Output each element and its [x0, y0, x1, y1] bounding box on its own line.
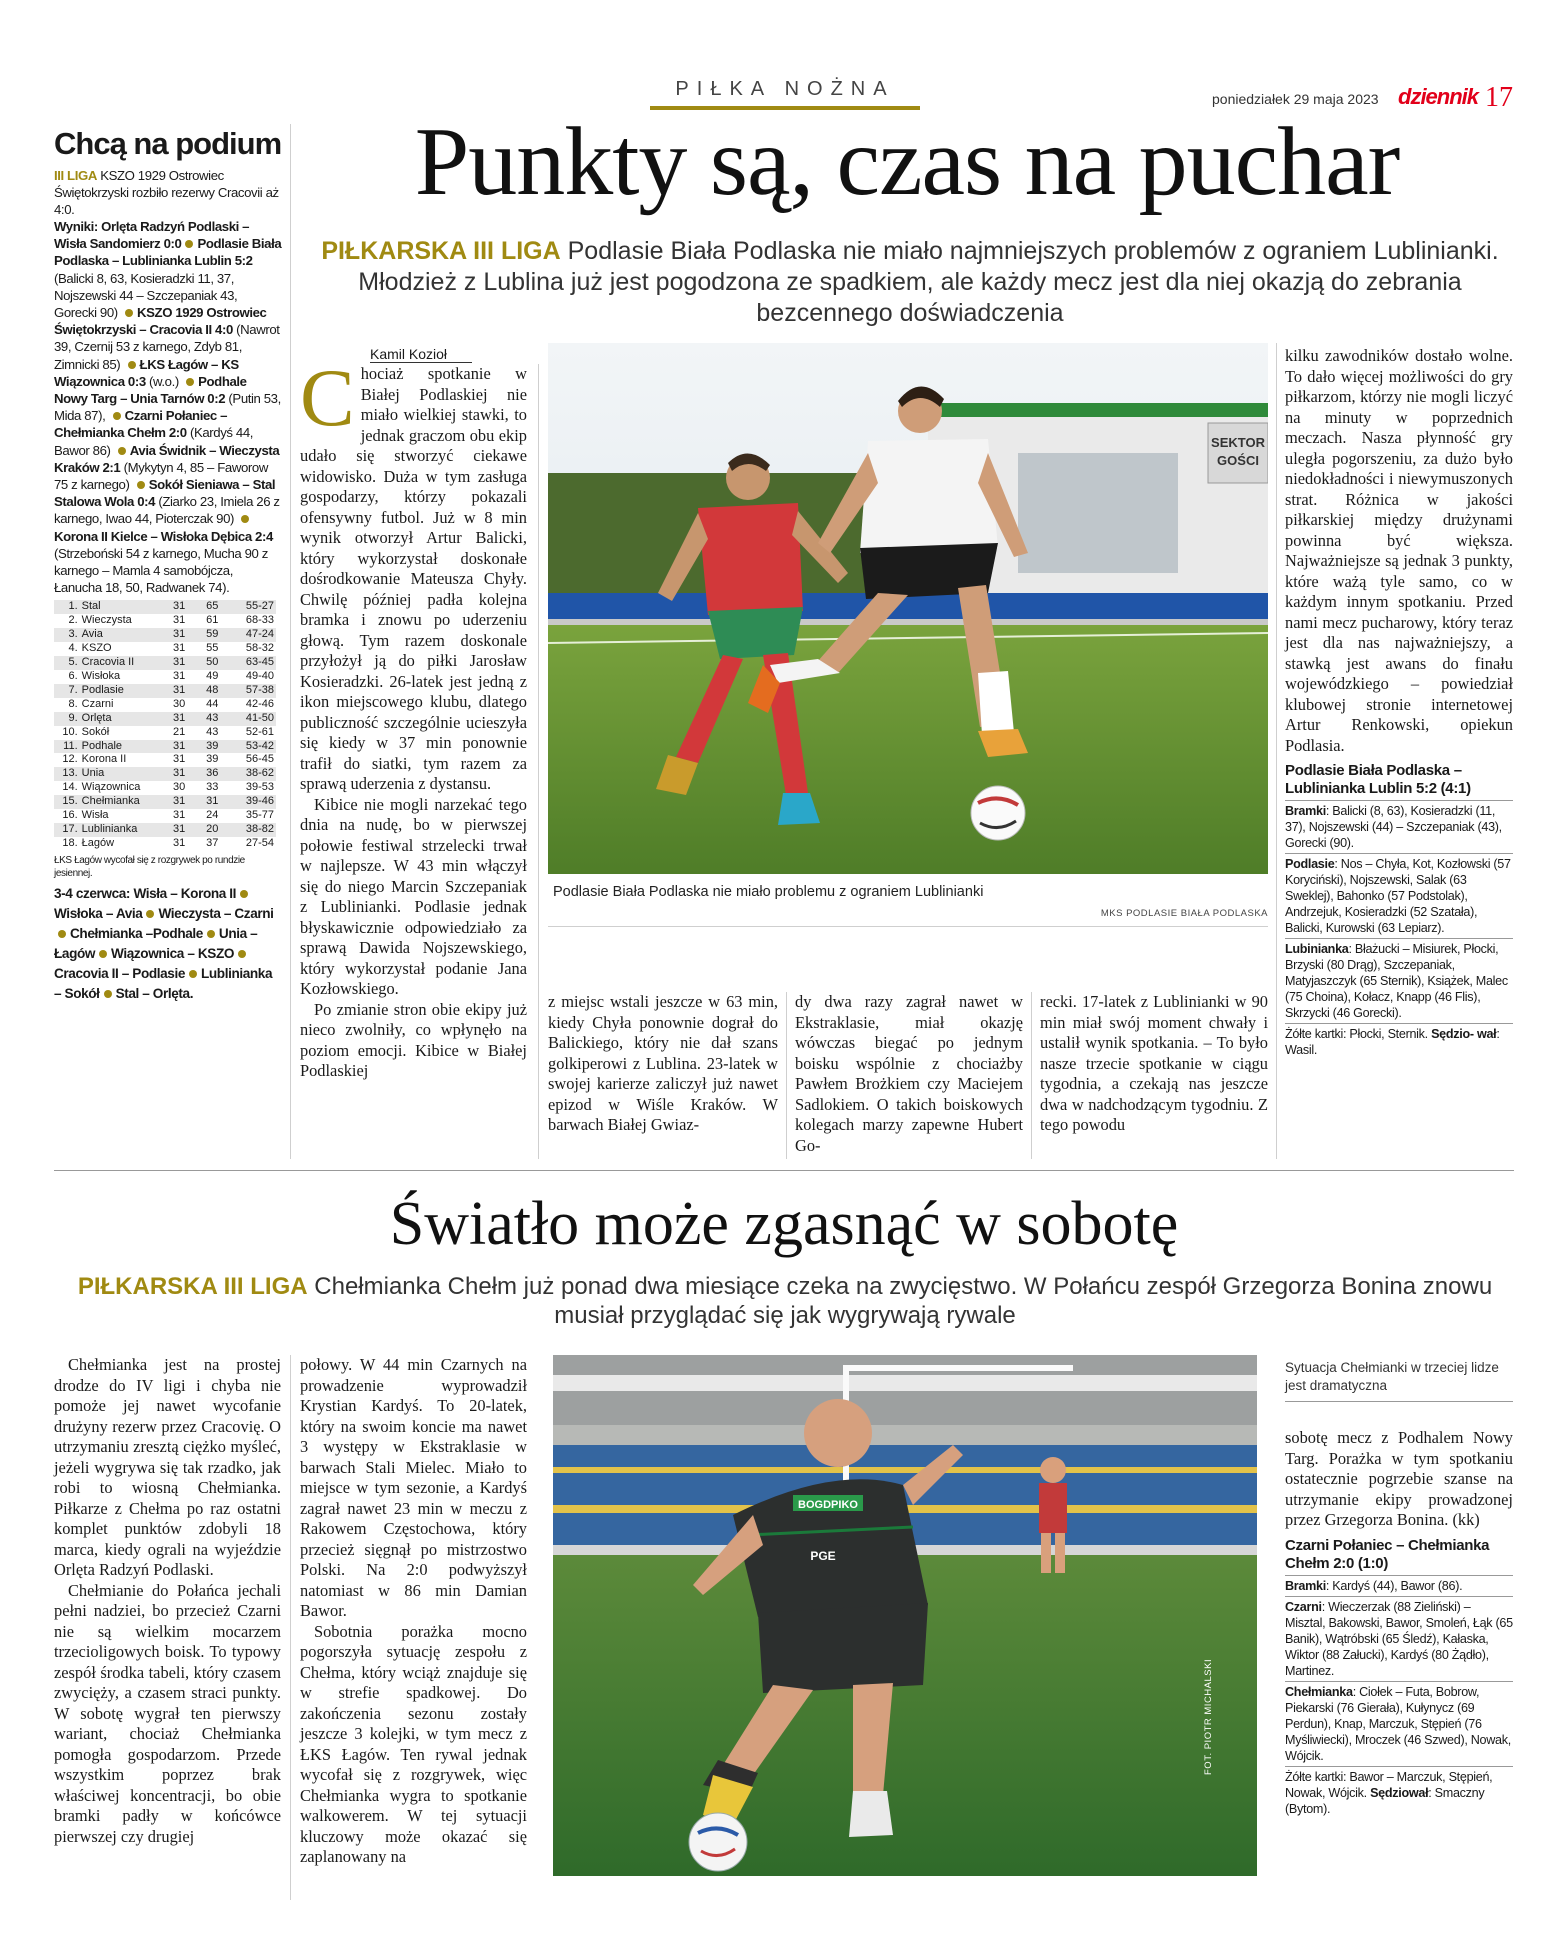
table-cell: 16. [62, 809, 78, 822]
bullet-dot [58, 930, 66, 938]
lead-text: KSZO 1929 Ostrowiec Świętokrzyski rozbiło rezerwy Cracovii aż 4:0. [54, 168, 279, 217]
table-cell: 30 [173, 697, 186, 710]
table-cell: 36 [196, 767, 229, 781]
table-cell: Wisła [81, 809, 109, 822]
match1-cards: Żółte kartki: Płocki, Sternik. Sędzio- wał: Wasil. [1285, 1023, 1513, 1058]
table-cell: 31 [163, 712, 196, 726]
league-table [54, 600, 276, 850]
match1-goals: Bramki: Balicki (8, 63), Kosieradzki (11, 37), Nojszewski (44) – Szczepaniak (43), Gorecki (90). [1285, 800, 1513, 851]
table-cell: 56-45 [245, 753, 274, 766]
article2-col3 [1285, 1428, 1513, 1817]
table-cell: 43 [206, 725, 219, 738]
bullet-dot [137, 481, 145, 489]
results-label: Wyniki: [54, 219, 98, 234]
match1-title: Podlasie Biała Podlaska – Lublinianka Lublin 5:2 (4:1) [1285, 762, 1471, 797]
table-cell: 14. [62, 781, 78, 794]
result-details: (Strzeboński 54 z karnego, Mucha 90 z karnego – Mamla 4 samobójcza, Łanucha 18, 50, Radwanek 74). [54, 545, 268, 596]
table-cell: 31 [163, 600, 196, 614]
table-cell: 39 [206, 753, 219, 766]
result-details: (Balicki 8, 63, Kosieradzki 11, 37, Nojszewski 44 – Szczepaniak 43, Gorecki 90) [54, 270, 238, 321]
table-row [54, 600, 276, 614]
sidebar-lead [54, 167, 282, 218]
table-cell: Chełmianka [80, 795, 163, 809]
fixture: Wisła – Korona II [133, 885, 237, 901]
bullet-dot [125, 309, 133, 317]
result-teams: Korona II Kielce – Wisłoka Dębica 2:4 [54, 528, 273, 544]
football-match-photo [548, 343, 1268, 874]
result-details: (Putin 53, Mida 87), [54, 391, 281, 424]
table-cell: 33 [206, 781, 219, 794]
table-cell: 41-50 [229, 712, 276, 726]
table-cell: 8. [68, 697, 78, 710]
article2-para4: Sobotnia porażka mocno pogorszyła sytuację zespołu z Chełma, który wciąż znajduje się w strefie spadkowej. Do zakończenia sezonu zostały jeszcze 3 kolejki, w tym mecz z ŁKS Łagów. Ten rywal jednak wycofał się z rozgrywek, więc Chełmianka wygra to spotkanie walkowerem. W tej sytuacji kluczowy może okazać się zaplanowany na [300, 1621, 527, 1866]
article2-kicker: PIŁKARSKA III LIGA [77, 1273, 308, 1300]
article1-para2: Kibice nie mogli narzekać tego dnia na nudę, bo w pierwszej połowie festiwal strzelecki trwał w najlepsze. W 43 min włączył się do niego Marcin Szczepaniak z Lublinianki. Podlasie jednak błyskawicznie odpowiedziało za sprawą Dawida Nojszewskiego, który wykorzystał podanie Jana Kozłowskiego. [300, 794, 527, 998]
table-cell: 17. [54, 823, 80, 837]
article2-match-box [1285, 1537, 1513, 1817]
table-row [54, 642, 276, 656]
table-row [54, 670, 276, 684]
table-cell: 2. [68, 614, 78, 627]
table-cell: 49 [206, 670, 219, 682]
player-shooting-photo [553, 1355, 1257, 1876]
table-cell: 38-82 [229, 823, 276, 837]
table-row [54, 712, 276, 726]
table-cell: Wiązownica [81, 781, 141, 794]
article2-lead-text: Chełmianka Chełm już ponad dwa miesiące czeka na zwycięstwo. W Połańcu zespół Grzegorza Bonina znowu musiał przyglądać się jak wygrywają rywale [314, 1273, 1493, 1329]
article2-col3-text: sobotę mecz z Podhalem Nowy Targ. Porażka w tym spotkaniu ostatecznie pogrzebie szanse na utrzymanie ekipy prowadzonej przez Grzegorza Bonina. (kk) [1285, 1428, 1513, 1529]
table-cell: 37 [206, 836, 219, 849]
table-cell: 31 [163, 628, 196, 642]
table-cell: 7. [54, 684, 80, 698]
article1-col4 [1040, 992, 1268, 1136]
league-label: III LIGA [54, 168, 97, 183]
table-cell: 3. [54, 628, 80, 642]
table-cell: 53-42 [229, 740, 276, 754]
table-cell: 4. [68, 642, 78, 655]
table-cell: Podhale [80, 740, 163, 754]
col-divider [538, 364, 539, 1159]
table-cell: Czarni [81, 697, 114, 710]
article1-col5 [1285, 346, 1513, 1058]
article2-photo-caption: Sytuacja Chełmianki w trzeciej lidze jest dramatyczna [1285, 1359, 1513, 1402]
result-details: (w.o.) [145, 373, 183, 389]
sidebar [54, 124, 282, 1004]
bullet-dot [99, 950, 107, 958]
fixture: Wieczysta – Czarni [158, 905, 274, 921]
article2-para2: Chełmianie do Połańca jechali pełni nadziei, bo przecież Czarni nie są wielkim mocarzem trzecioligowych boisk. To typowy zespół środka tabeli, który czasem zwycięży, a czasem straci punkty. W sobotę wygrał ten pierwszy wariant, chociaż Chełmianka pomogła gospodarzom. Przede wszystkim poprzez brak właściwej koncentracji, bo obie bramki padły w końcówce pierwszej czy drugiej [54, 1580, 281, 1846]
bullet-dot [146, 910, 154, 918]
table-cell: 31 [163, 767, 196, 781]
fixtures-label: 3-4 czerwca: [54, 885, 131, 901]
article1-lead-text: Podlasie Biała Podlaska nie miało najmniejszych problemów z ograniem Lublinianki. Młodzież z Lublina już jest pogodzona ze spadkiem, ale każdy mecz jest dla niej okazją do zebrania bezcennego doświadczenia [358, 237, 1499, 327]
table-cell: 39-53 [245, 781, 274, 794]
table-row [54, 628, 276, 642]
table-cell: 52-61 [245, 725, 274, 738]
result-teams: Orlęta Radzyń Podlaski – Wisła Sandomierz 0:0 [54, 219, 250, 252]
table-cell: 5. [54, 656, 80, 670]
article1-photo-caption: Podlasie Biała Podlaska nie miało problemu z ograniem Lublinianki [553, 884, 984, 900]
table-cell: 13. [54, 767, 80, 781]
table-cell: 31 [173, 809, 186, 822]
article1-byline: Kamil Kozioł [370, 346, 472, 363]
article1-col2 [548, 992, 778, 1136]
table-row [54, 823, 276, 837]
bullet-dot [185, 240, 193, 248]
article2-col1 [54, 1355, 281, 1847]
articles-divider [54, 1170, 1514, 1171]
table-cell: 6. [68, 670, 78, 682]
fixture: Chełmianka –Podhale [70, 925, 203, 941]
article2-para3: połowy. W 44 min Czarnych na prowadzenie wyprowadził Krystian Kardyś. To 20-latek, który na swoim koncie ma nawet 3 występy w Ekstraklasie w barwach Stali Mielec. Miało to miejsce w tym sezonie, a Kardyś zagrał nawet 23 min w meczu z Rakowem Częstochowa, który przecież sięgnął po mistrzostwo Polski. Na 2:0 podwyższył natomiast w 86 min Damian Bawor. [300, 1355, 527, 1620]
table-cell: 31 [173, 836, 186, 849]
result-teams: Czarni Połaniec – Chełmianka Chełm 2:0 [54, 408, 228, 441]
sector-sign: SEKTOR [1211, 435, 1265, 450]
table-cell: Avia [80, 628, 163, 642]
bullet-dot [238, 950, 246, 958]
result-details: (Ziarko 23, Imiela 26 z karnego, Iwao 44, Pioterczak 90) [54, 494, 280, 527]
table-cell: Unia [80, 767, 163, 781]
table-cell: Korona II [81, 753, 127, 766]
table-cell: 61 [206, 614, 219, 627]
result-teams: Podlasie Biała Podlaska – Lublinianka Lublin 5:2 [54, 236, 282, 269]
col-divider [290, 1355, 291, 1900]
bullet-dot [240, 890, 248, 898]
table-cell: 15. [54, 795, 80, 809]
fixture: Lublinianka – Sokół [54, 965, 273, 1001]
table-cell: 21 [173, 725, 186, 738]
table-cell: 63-45 [229, 656, 276, 670]
table-cell: Stal [80, 600, 163, 614]
table-cell: 57-38 [229, 684, 276, 698]
page-number: 17 [1485, 82, 1513, 113]
table-cell: 47-24 [229, 628, 276, 642]
table-cell: Podlasie [80, 684, 163, 698]
table-cell: Łagów [81, 836, 115, 849]
bullet-dot [104, 990, 112, 998]
table-row [54, 767, 276, 781]
article1-col5-text: kilku zawodników dostało wolne. To dało więcej możliwości do gry piłkarzom, którzy nie mogli liczyć na minuty w poprzednich meczach. Nasza płynność gry uległa pogorszeniu, za dużo było niedokładności i niewymuszonych strat. Różnica w jakości piłkarskiej między drużynami powinna być większa. Najważniejsze są jednak 3 punkty, które ważą tyle samo, co w każdym innym spotkaniu. Przed nami mecz pucharowy, który teraz jest dla nas najważniejszy, a stawką jest awans do finału wojewódzkiego – powiedział klubowej stronie internetowej Artur Renkowski, opiekun Podlasia. [1285, 346, 1513, 755]
issue-date: poniedziałek 29 maja 2023 [1212, 91, 1379, 107]
bullet-dot [241, 515, 249, 523]
shirt-sponsor-2: PGE [810, 1549, 836, 1563]
match2-cards: Żółte kartki: Bawor – Marczuk, Stępień, Nowak, Wójcik. Sędziował: Smaczny (Bytom). [1285, 1766, 1513, 1817]
article2-col2 [300, 1355, 527, 1868]
results-list [54, 218, 282, 596]
table-cell: 48 [196, 684, 229, 698]
bullet-dot [207, 930, 215, 938]
table-cell: 31 [173, 670, 186, 682]
article1-kicker: PIŁKARSKA III LIGA [321, 237, 561, 265]
sidebar-divider [290, 124, 291, 1159]
fixture: Unia – Łagów [54, 925, 258, 961]
table-cell: 44 [206, 697, 219, 710]
table-cell: 43 [196, 712, 229, 726]
table-cell: 31 [196, 795, 229, 809]
table-cell: Wieczysta [81, 614, 132, 627]
table-row [54, 753, 276, 767]
table-cell: 12. [62, 753, 78, 766]
article2-headline: Światło może zgasnąć w sobotę [389, 1190, 1179, 1258]
result-details: (Mykytyn 4, 85 – Faworow 75 z karnego) [54, 459, 268, 493]
table-cell: 58-32 [245, 642, 274, 655]
table-row [54, 684, 276, 698]
bullet-dot [113, 412, 121, 420]
table-cell: Sokół [81, 725, 110, 738]
article1-para1: hociaż spotkanie w Białej Podlaskiej nie miało wielkiej stawki, to jednak graczom obu ekip udało się stworzyć ciekawe widowisko. Duża w tym zasługa gospodarzy, którzy pokazali ofensywny futbol. Już w 8 min wynik otworzył Artur Balicki, który wykorzystał doskonałe dośrodkowanie Mateusza Chyły. Chwilę później padła kolejna bramka i znowu po uderzeniu głową. Tym razem doskonale przyłożył ją do piłki Jarosław Kosieradzki. 26-latek jest jedną z ikon miejscowego klubu, dlatego publiczność szczególnie ucieszyła się kiedy w 37 min ponownie trafił do siatki, tym razem za sprawą uderzenia z dystansu. [300, 364, 527, 793]
caption-divider [548, 926, 1268, 927]
article1-col2-text: z miejsc wstali jeszcze w 63 min, kiedy Chyła ponownie dograł do Balickiego, który nie dał szans golkiperowi z Lublina. 23-latek w swojej karierze zaliczył już nawet epizod w Wiśle Kraków. W barwach Białej Gwiaz- [548, 992, 778, 1134]
table-row [54, 726, 276, 740]
result-teams: Sokół Sieniawa – Stal Stalowa Wola 0:4 [54, 477, 276, 510]
article1-photo [548, 343, 1268, 874]
article1-headline: Punkty są, czas na puchar [414, 108, 1400, 216]
result-details: (Nawrot 39, Czernij 53 z karnego, Zdyb 81, Zimnicki 85) [54, 322, 280, 372]
table-cell: 31 [163, 823, 196, 837]
match1-team2: Lubinianka: Błażucki – Misiurek, Płocki, Brzyski (80 Drąg), Szczepaniak, Matyjaszczyk (65 Sternik), Książek, Malec (75 Choina), Kołacz, Knapp (46 Flis), Skrzycki (46 Gorecki). [1285, 938, 1513, 1021]
match2-team2: Chełmianka: Ciołek – Futa, Bobrow, Piekarski (76 Gierała), Kułynycz (69 Perdun), Knap, Marczuk, Stępień (76 Myśliwiecki), Mroczek (46 Szwed), Nowak, Wójcik. [1285, 1681, 1513, 1764]
fixture: Cracovia II – Podlasie [54, 965, 185, 981]
table-cell: 65 [196, 600, 229, 614]
table-cell: 55 [206, 642, 219, 655]
article1-col3-text: dy dwa razy zagrał nawet w Ekstraklasie, miał okazję wówczas biegać po jednym boisku wspólnie z chociażby Pawłem Brożkiem czy Maciejem Sadlokiem. O takich boiskowych kolegach marzy zapewne Hubert Go- [795, 992, 1023, 1155]
table-cell: Orlęta [80, 712, 163, 726]
table-row [54, 795, 276, 809]
brand-logo: dziennik [1398, 84, 1479, 109]
table-cell: 49-40 [245, 670, 274, 682]
result-teams: KSZO 1929 Ostrowiec Świętokrzyski – Cracovia II 4:0 [54, 305, 267, 338]
table-cell: 31 [163, 795, 196, 809]
table-cell: 39-46 [229, 795, 276, 809]
table-row [54, 781, 276, 795]
table-cell: 30 [173, 781, 186, 794]
table-cell: 31 [173, 753, 186, 766]
fixture: Wiązownica – KSZO [111, 945, 235, 961]
table-cell: 31 [163, 684, 196, 698]
result-teams: Podhale Nowy Targ – Unia Tarnów 0:2 [54, 373, 247, 407]
table-cell: 27-54 [245, 836, 274, 849]
table-row [54, 837, 276, 851]
col-divider [1031, 992, 1032, 1159]
article1-photo-credit: MKS PODLASIE BIAŁA PODLASKA [1100, 908, 1268, 919]
bullet-dot [128, 361, 136, 369]
table-note: ŁKS Łagów wycofał się z rozgrywek po rundzie jesiennej. [54, 854, 245, 879]
table-cell: 31 [173, 614, 186, 627]
table-cell: 35-77 [245, 809, 274, 822]
fixture: Stal – Orlęta. [115, 985, 194, 1001]
table-cell: 31 [163, 656, 196, 670]
table-cell: Cracovia II [80, 656, 163, 670]
article2-para1: Chełmianka jest na prostej drodze do IV ligi i chyba nie pomoże jej nawet wycofanie drużyny rezerw przez Cracovię. O utrzymaniu zresztą ciężko myśleć, jeżeli wygrywa się tak rzadko, jak robi to wiosną Chełmianka. Piłkarze z Chełma po raz ostatni komplet punktów zdobyli 18 marca, kiedy ograli na wyjeździe Orlęta Radzyń Podlaski. [54, 1355, 281, 1579]
table-cell: 1. [54, 600, 80, 614]
table-row [54, 740, 276, 754]
table-cell: 68-33 [245, 614, 274, 627]
result-teams: ŁKS Łagów – KS Wiązownica 0:3 [54, 356, 239, 389]
sidebar-title: Chcą na podium [54, 126, 282, 161]
table-row [54, 614, 276, 628]
article2-photo [553, 1355, 1257, 1876]
table-cell: 50 [196, 656, 229, 670]
table-cell: 39 [196, 740, 229, 754]
bullet-dot [118, 447, 126, 455]
bullet-dot [189, 970, 197, 978]
table-cell: 18. [62, 836, 78, 849]
table-cell: 42-46 [245, 697, 274, 710]
table-cell: 31 [163, 740, 196, 754]
table-cell: 31 [173, 642, 186, 655]
article2-lead [60, 1272, 1510, 1330]
fixture: Wisłoka – Avia [54, 905, 143, 921]
match2-team1: Czarni: Wieczerzak (88 Zieliński) – Misztal, Bakowski, Bawor, Smoleń, Łąk (65 Banik), Wątróbski (65 Śledź), Kałaska, Wiktor (88 Załucki), Kardyś (80 Żądło), Martinez. [1285, 1596, 1513, 1679]
col-divider [1276, 343, 1277, 1159]
table-row [54, 698, 276, 712]
table-cell: 10. [62, 725, 78, 738]
table-cell: Wisłoka [81, 670, 121, 682]
shirt-sponsor: BOGDPIKO [798, 1499, 858, 1511]
result-teams: Avia Świdnik – Wieczysta Kraków 2:1 [54, 442, 280, 475]
dropcap: C [300, 352, 355, 443]
bullet-dot [186, 378, 194, 386]
col-divider [786, 992, 787, 1159]
match2-goals: Bramki: Kardyś (44), Bawor (86). [1285, 1575, 1513, 1594]
table-row [54, 809, 276, 823]
section-label: PIŁKA NOŻNA [675, 78, 895, 100]
table-cell: 9. [54, 712, 80, 726]
table-cell: 20 [196, 823, 229, 837]
table-cell: 38-62 [229, 767, 276, 781]
article1-col3 [795, 992, 1023, 1156]
article2-photo-credit: FOT. PIOTR MICHALSKI [1203, 1658, 1214, 1775]
result-details: (Kardyś 44, Bawor 86) [54, 425, 254, 458]
match1-team1: Podlasie: Nos – Chyła, Kot, Kozłowski (57 Koryciński), Nojszewski, Salak (63 Sweklej), Bahonko (57 Podstolak), Andrzejuk, Kosieradzki (52 Szatała), Balicki, Kurowski (63 Lepiarz). [1285, 853, 1513, 936]
table-cell: 11. [54, 740, 80, 754]
table-cell: KSZO [81, 642, 112, 655]
article1-lead [320, 236, 1500, 329]
table-cell: Lublinianka [80, 823, 163, 837]
table-cell: 59 [196, 628, 229, 642]
table-cell: 24 [206, 809, 219, 822]
svg-text:GOŚCI: GOŚCI [1217, 453, 1259, 468]
article1-match-box [1285, 762, 1513, 1058]
article1-col4-text: recki. 17-latek z Lublinianki w 90 min miał swój moment chwały i ustalił wynik spotkania. – To było nasze trzecie spotkanie w ciągu tygodnia, a czekają nas jeszcze dwa w nadchodzącym tygodniu. Z tego powodu [1040, 992, 1268, 1134]
article1-para3: Po zmianie stron obie ekipy już nieco zwolniły, co wpłynęło na poziom emocji. Kibice w Białej Podlaskiej [300, 999, 527, 1080]
fixtures [54, 884, 282, 1004]
table-row [54, 656, 276, 670]
table-cell: 55-27 [229, 600, 276, 614]
match2-title: Czarni Połaniec – Chełmianka Chełm 2:0 (1:0) [1285, 1536, 1490, 1572]
